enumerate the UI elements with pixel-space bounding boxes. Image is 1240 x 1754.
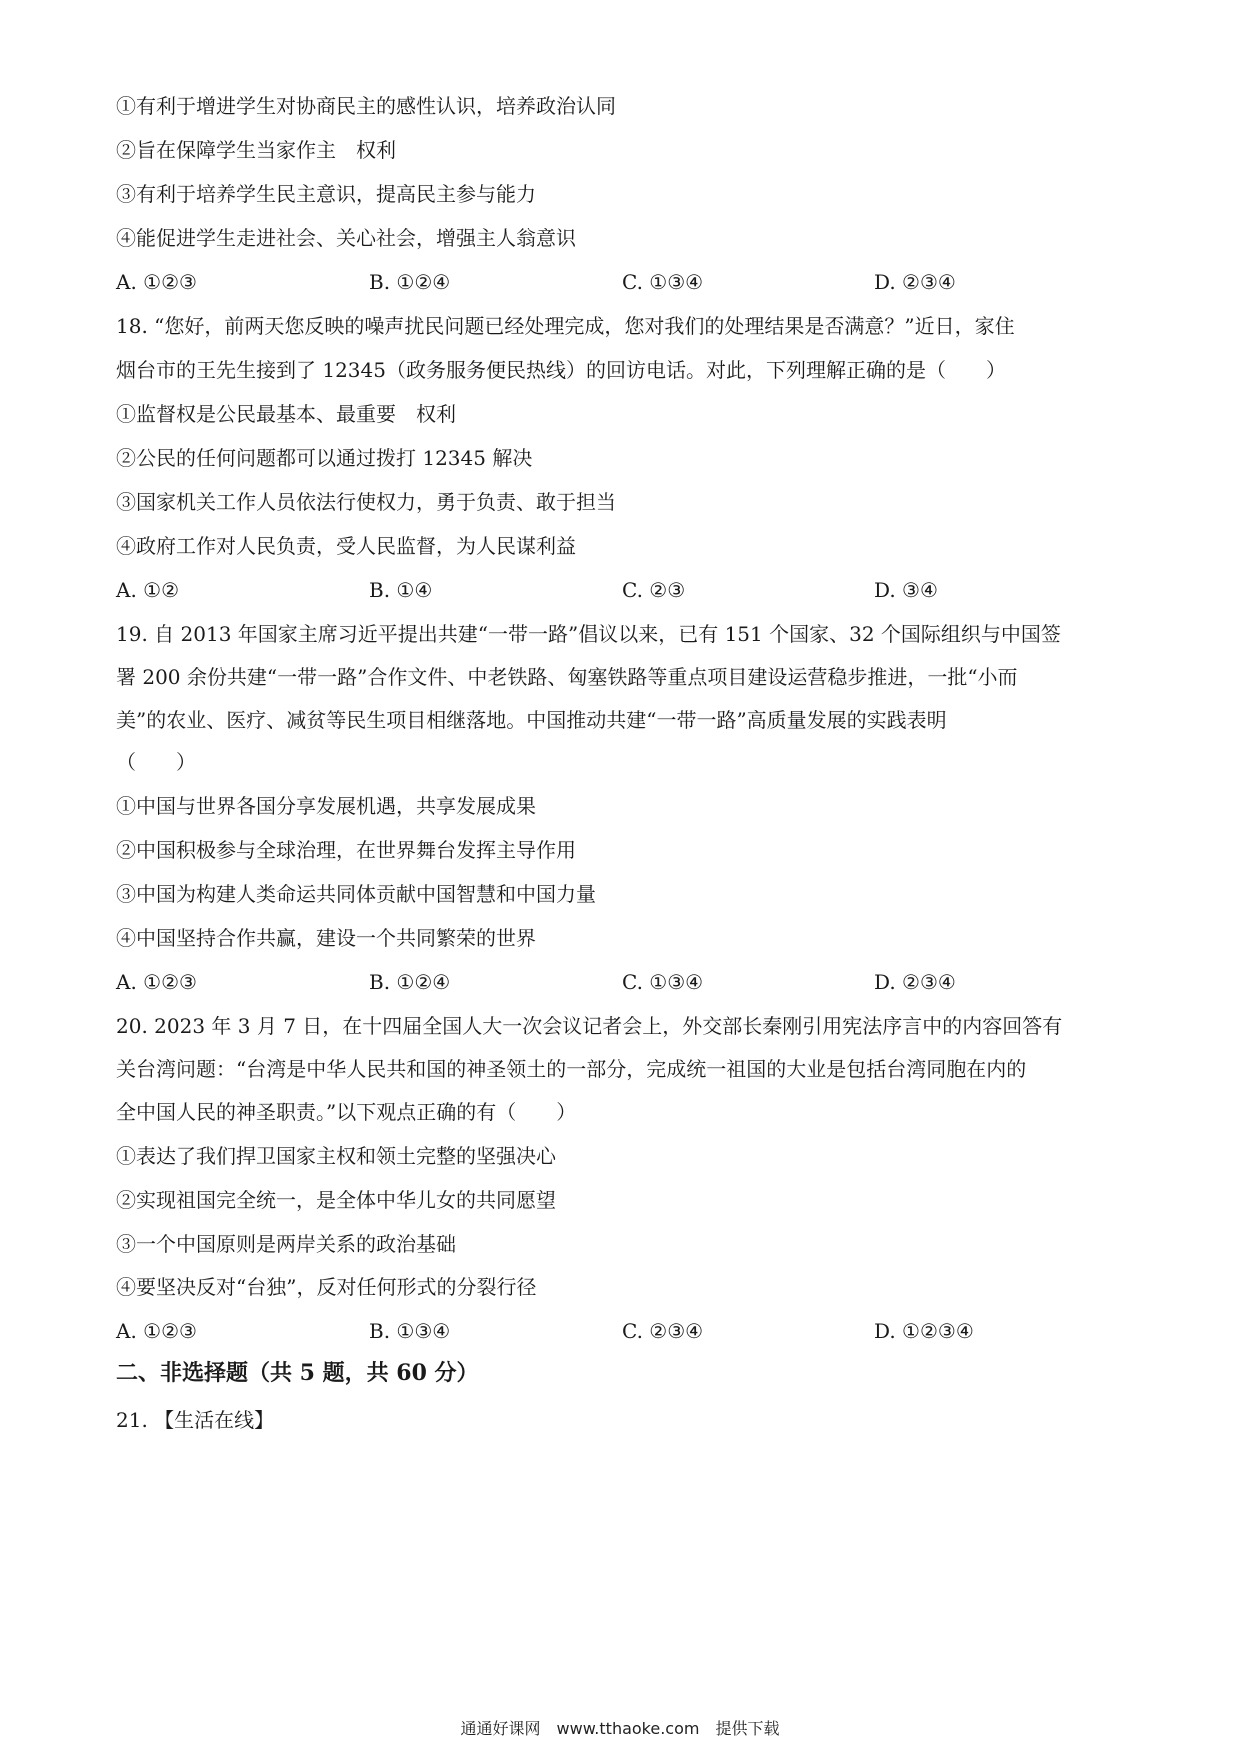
section-heading: 二、非选择题（共 5 题，共 60 分） [116,1360,479,1386]
q17-statement-2: ②旨在保障学生当家作主 权利 [116,138,396,162]
q19-answer-bracket: （ ） [116,750,196,774]
q18-statement-2: ②公民的任何问题都可以通过拨打 12345 解决 [116,446,533,470]
q20-stem-line-1: 20. 2023 年 3 月 7 日，在十四届全国人大一次会议记者会上，外交部长秦刚引用宪法序言中的内容回答有 [116,1014,1063,1038]
q20-option-a[interactable]: A. ①②③ [116,1319,197,1343]
q18-option-b[interactable]: B. ①④ [369,578,433,602]
q19-stem-line-2: 署 200 余份共建“一带一路”合作文件、中老铁路、匈塞铁路等重点项目建设运营稳步推进，一批“小而 [116,665,1018,689]
q17-option-c[interactable]: C. ①③④ [622,270,704,294]
q18-option-c[interactable]: C. ②③ [622,578,686,602]
q19-statement-1: ①中国与世界各国分享发展机遇，共享发展成果 [116,794,536,818]
q21-title: 21. 【生活在线】 [116,1408,275,1432]
q18-stem-line-2: 烟台市的王先生接到了 12345（政务服务便民热线）的回访电话。对此，下列理解正确的是（ ） [116,358,1006,382]
q20-option-b[interactable]: B. ①③④ [369,1319,451,1343]
q17-option-a[interactable]: A. ①②③ [116,270,197,294]
q19-option-c[interactable]: C. ①③④ [622,970,704,994]
q19-option-a[interactable]: A. ①②③ [116,970,197,994]
q19-stem-line-3: 美”的农业、医疗、减贫等民生项目相继落地。中国推动共建“一带一路”高质量发展的实践表明 [116,708,947,732]
q17-statement-4: ④能促进学生走进社会、关心社会，增强主人翁意识 [116,226,576,250]
q17-statement-3: ③有利于培养学生民主意识，提高民主参与能力 [116,182,536,206]
footer-watermark: 通通好课网 www.tthaoke.com 提供下载 [460,1719,780,1738]
q18-option-a[interactable]: A. ①② [116,578,180,602]
q20-statement-4: ④要坚决反对“台独”，反对任何形式的分裂行径 [116,1275,537,1299]
q17-option-b[interactable]: B. ①②④ [369,270,451,294]
q19-option-b[interactable]: B. ①②④ [369,970,451,994]
q17-option-d[interactable]: D. ②③④ [874,270,956,294]
q18-statement-4: ④政府工作对人民负责，受人民监督，为人民谋利益 [116,534,576,558]
q20-stem-line-3: 全中国人民的神圣职责。”以下观点正确的有（ ） [116,1100,577,1124]
q18-statement-3: ③国家机关工作人员依法行使权力，勇于负责、敢于担当 [116,490,616,514]
q19-statement-2: ②中国积极参与全球治理，在世界舞台发挥主导作用 [116,838,576,862]
q20-stem-line-2: 关台湾问题：“台湾是中华人民共和国的神圣领土的一部分，完成统一祖国的大业是包括台湾同胞在内的 [116,1057,1027,1081]
q19-statement-3: ③中国为构建人类命运共同体贡献中国智慧和中国力量 [116,882,596,906]
q18-stem-line-1: 18. “您好，前两天您反映的噪声扰民问题已经处理完成，您对我们的处理结果是否满意？”近日，家住 [116,314,1015,338]
q18-option-d[interactable]: D. ③④ [874,578,938,602]
q20-statement-3: ③一个中国原则是两岸关系的政治基础 [116,1232,456,1256]
q20-statement-1: ①表达了我们捍卫国家主权和领土完整的坚强决心 [116,1144,556,1168]
q20-statement-2: ②实现祖国完全统一，是全体中华儿女的共同愿望 [116,1188,556,1212]
q20-option-d[interactable]: D. ①②③④ [874,1319,974,1343]
q17-statement-1: ①有利于增进学生对协商民主的感性认识，培养政治认同 [116,94,616,118]
q19-statement-4: ④中国坚持合作共赢，建设一个共同繁荣的世界 [116,926,536,950]
q18-statement-1: ①监督权是公民最基本、最重要 权利 [116,402,456,426]
q19-option-d[interactable]: D. ②③④ [874,970,956,994]
q19-stem-line-1: 19. 自 2013 年国家主席习近平提出共建“一带一路”倡议以来，已有 151 个国家、32 个国际组织与中国签 [116,622,1061,646]
q20-option-c[interactable]: C. ②③④ [622,1319,704,1343]
